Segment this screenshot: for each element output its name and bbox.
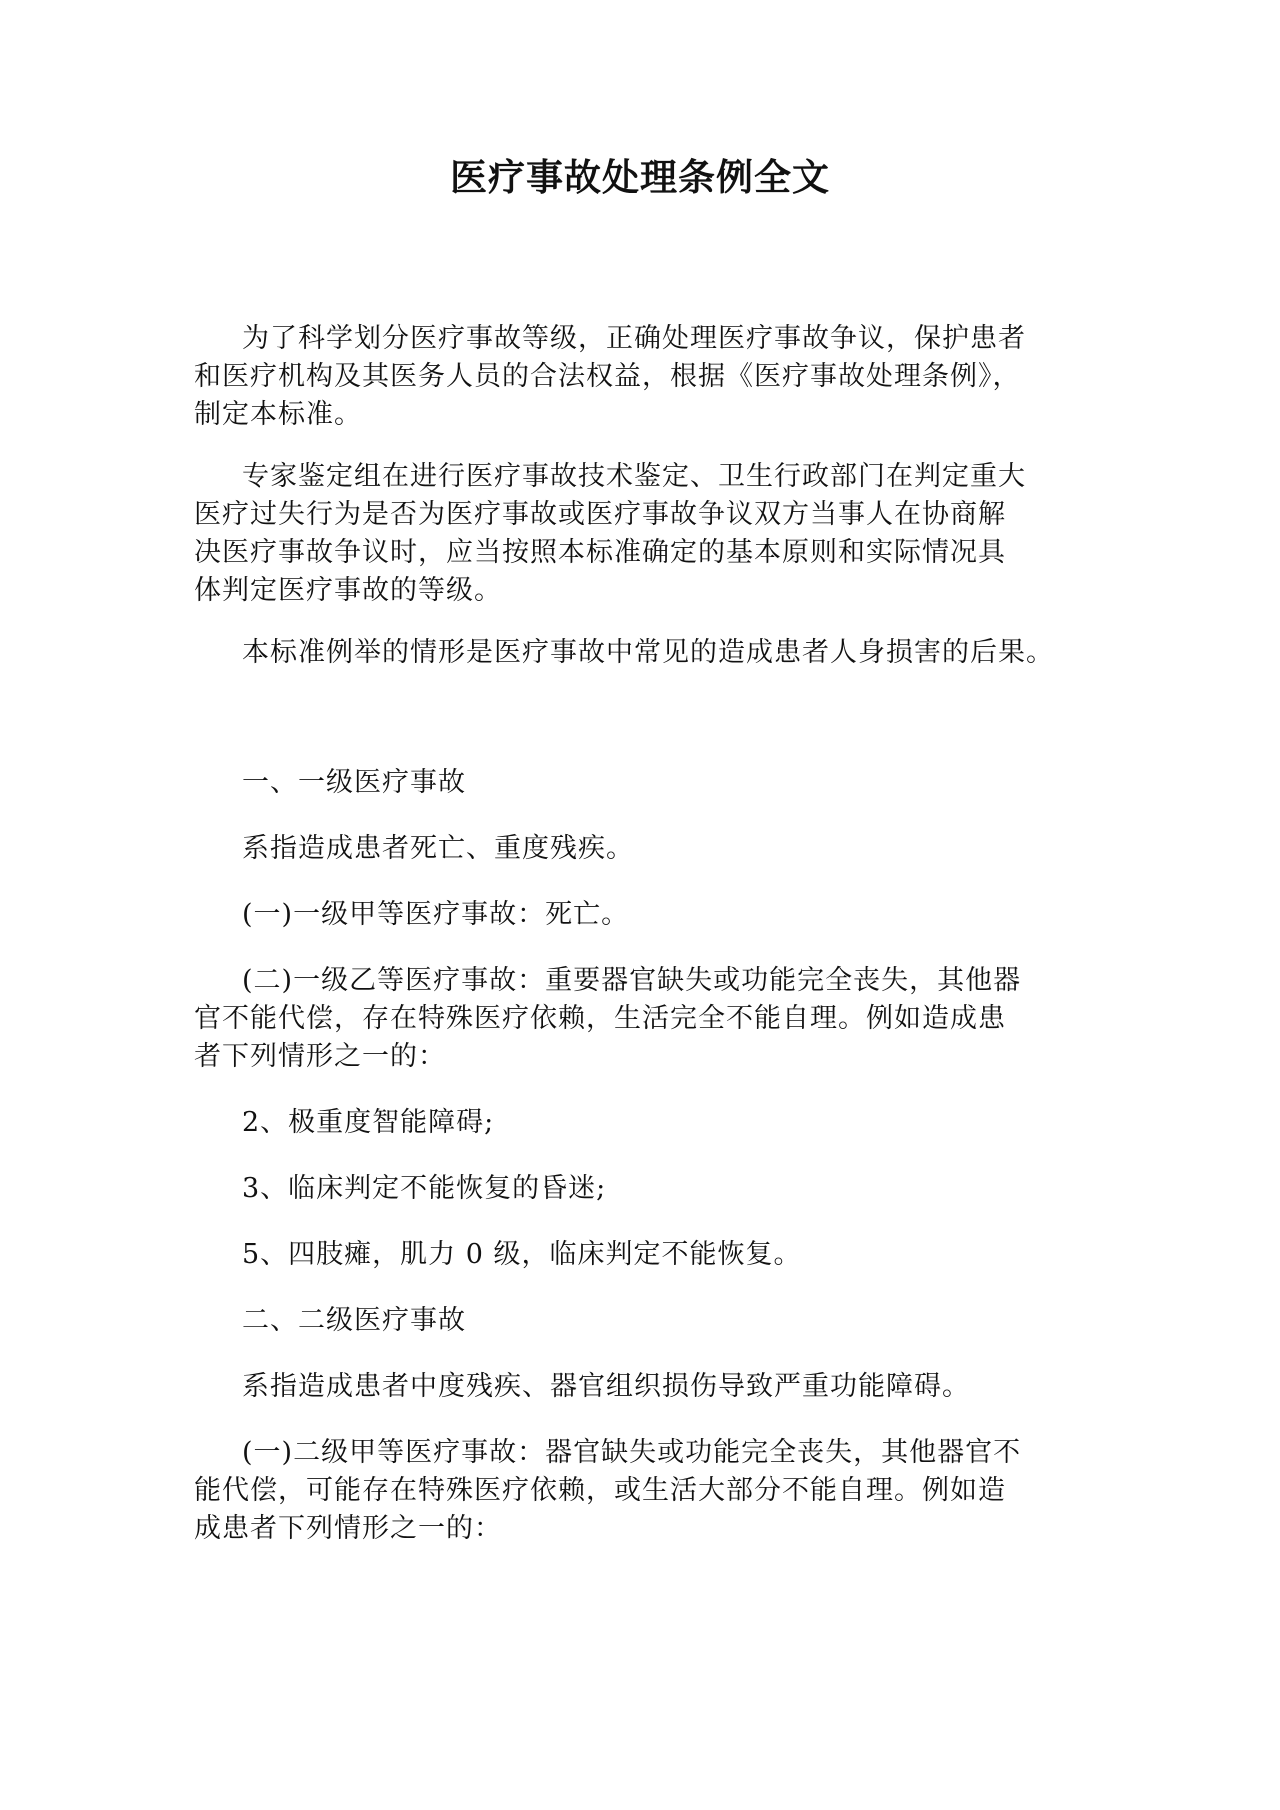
intro-paragraph-application xyxy=(194,458,1124,610)
text-line: 系指造成患者死亡、重度残疾。 xyxy=(242,833,634,864)
level-2-definition xyxy=(194,1368,1124,1406)
text-line: (一)二级甲等医疗事故：器官缺失或功能完全丧失，其他器官不 xyxy=(242,1437,1022,1468)
text-line: 专家鉴定组在进行医疗事故技术鉴定、卫生行政部门在判定重大 xyxy=(242,461,1026,492)
text-line: 3、临床判定不能恢复的昏迷; xyxy=(242,1173,607,1204)
intro-paragraph-purpose xyxy=(194,320,1124,434)
text-line: 2、极重度智能障碍; xyxy=(242,1107,495,1138)
text-line: 系指造成患者中度残疾、器官组织损伤导致严重功能障碍。 xyxy=(242,1371,970,1402)
intro-paragraph-scope xyxy=(194,634,1124,672)
section-heading-level-1 xyxy=(194,764,1124,802)
level-1a-item xyxy=(194,896,1124,934)
section-heading-level-2 xyxy=(194,1302,1124,1340)
text-line: (一)一级甲等医疗事故：死亡。 xyxy=(242,899,630,930)
text-line: 成患者下列情形之一的： xyxy=(194,1513,502,1544)
text-line: 者下列情形之一的： xyxy=(194,1041,446,1072)
text-line: 5、四肢瘫，肌力 0 级，临床判定不能恢复。 xyxy=(242,1239,802,1270)
text-line: (二)一级乙等医疗事故：重要器官缺失或功能完全丧失，其他器 xyxy=(242,965,1022,996)
text-line: 和医疗机构及其医务人员的合法权益，根据《医疗事故处理条例》， xyxy=(194,361,1021,392)
text-line: 体判定医疗事故的等级。 xyxy=(194,575,502,606)
document-body xyxy=(194,320,1124,1548)
level-2a-item xyxy=(194,1434,1124,1548)
text-line: 医疗过失行为是否为医疗事故或医疗事故争议双方当事人在协商解 xyxy=(194,499,1006,530)
text-line: 能代偿，可能存在特殊医疗依赖，或生活大部分不能自理。例如造 xyxy=(194,1475,1006,1506)
list-item-3 xyxy=(194,1170,1124,1208)
text-line: 决医疗事故争议时，应当按照本标准确定的基本原则和实际情况具 xyxy=(194,537,1006,568)
text-line: 制定本标准。 xyxy=(194,399,362,430)
text-line: 二、二级医疗事故 xyxy=(242,1305,466,1336)
text-line: 本标准例举的情形是医疗事故中常见的造成患者人身损害的后果。 xyxy=(242,637,1054,668)
document-title: 医疗事故处理条例全文 xyxy=(450,155,830,199)
level-1-definition xyxy=(194,830,1124,868)
list-item-5 xyxy=(194,1236,1124,1274)
text-line: 官不能代偿，存在特殊医疗依赖，生活完全不能自理。例如造成患 xyxy=(194,1003,1006,1034)
level-1b-item xyxy=(194,962,1124,1076)
text-line: 一、一级医疗事故 xyxy=(242,767,466,798)
text-line: 为了科学划分医疗事故等级，正确处理医疗事故争议，保护患者 xyxy=(242,323,1026,354)
list-item-2 xyxy=(194,1104,1124,1142)
